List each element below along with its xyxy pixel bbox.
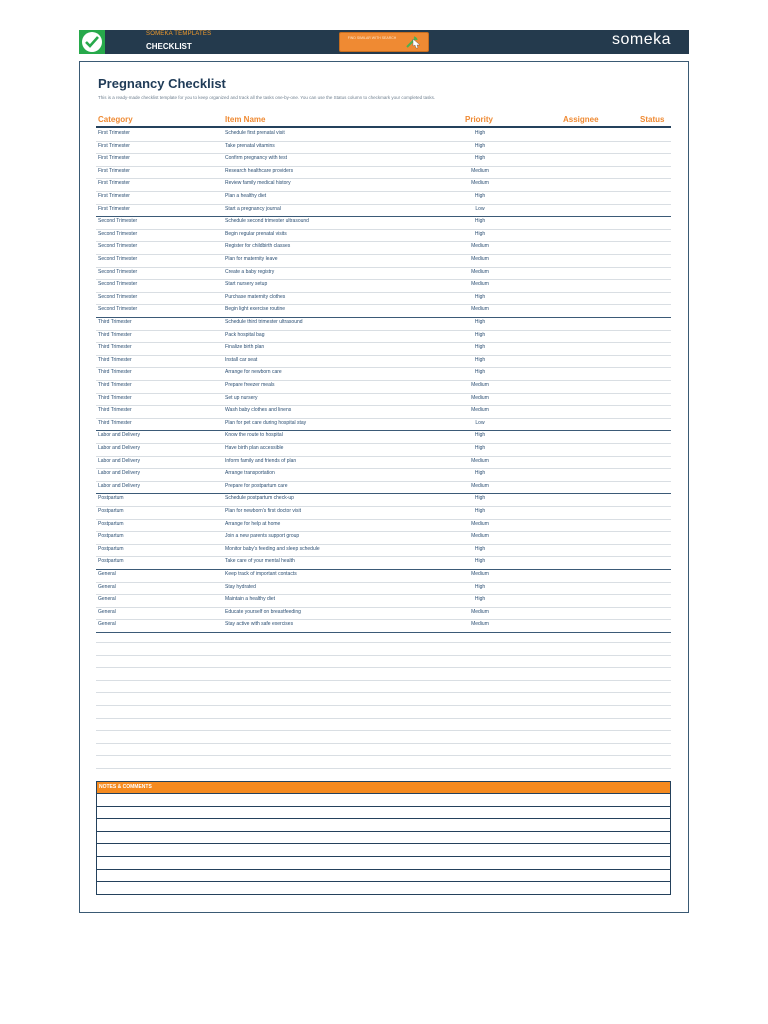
category-cell: General <box>98 596 116 603</box>
category-cell: Postpartum <box>98 508 124 514</box>
item-name-cell: Plan for newborn's first doctor visit <box>225 508 301 514</box>
notes-line[interactable] <box>96 881 671 895</box>
category-cell: Third Trimester <box>98 319 132 325</box>
item-name-cell: Arrange transportation <box>225 470 275 477</box>
table-row[interactable] <box>96 556 671 570</box>
table-row[interactable] <box>96 393 671 407</box>
empty-row[interactable] <box>96 692 671 693</box>
item-name-cell: Arrange for newborn care <box>225 369 282 376</box>
table-row[interactable] <box>96 191 671 205</box>
priority-cell: Medium <box>471 256 489 262</box>
table-row[interactable] <box>96 594 671 608</box>
category-cell: Second Trimester <box>98 306 138 313</box>
category-cell: Postpartum <box>98 520 124 527</box>
item-name-cell: Join a new parents support group <box>225 533 300 540</box>
item-name-cell: Arrange for help at home <box>225 520 281 527</box>
page-title: Pregnancy Checklist <box>98 76 226 91</box>
table-row[interactable] <box>96 267 671 281</box>
table-row[interactable] <box>96 141 671 155</box>
table-row[interactable] <box>96 317 671 331</box>
priority-cell: Medium <box>471 608 489 615</box>
item-name-cell: Begin light exercise routine <box>225 306 286 313</box>
priority-cell: High <box>474 193 486 199</box>
category-cell: First Trimester <box>98 167 130 174</box>
category-cell: General <box>98 583 116 590</box>
notes-line[interactable] <box>96 831 671 845</box>
priority-cell: Medium <box>471 268 489 275</box>
category-cell: Second Trimester <box>98 230 138 237</box>
category-cell: Third Trimester <box>98 331 132 338</box>
priority-cell: Medium <box>471 382 489 388</box>
category-cell: Third Trimester <box>98 419 132 426</box>
category-cell: General <box>98 571 116 577</box>
empty-row[interactable] <box>96 718 671 719</box>
item-name-cell: Have birth plan accessible <box>225 445 284 451</box>
table-row[interactable] <box>96 619 671 633</box>
column-header-category: Category <box>98 115 133 124</box>
priority-cell: Medium <box>471 281 489 288</box>
priority-cell: Medium <box>471 394 489 401</box>
priority-cell: High <box>474 432 486 439</box>
item-name-cell: Monitor baby's feeding and sleep schedule <box>225 545 320 552</box>
empty-row[interactable] <box>96 642 671 643</box>
priority-cell: High <box>474 356 486 363</box>
priority-cell: High <box>474 130 486 136</box>
category-cell: First Trimester <box>98 130 130 136</box>
category-cell: Postpartum <box>98 558 124 565</box>
item-name-cell: Plan a healthy diet <box>225 193 267 199</box>
item-name-cell: Educate yourself on breastfeeding <box>225 608 301 615</box>
item-name-cell: Research healthcare providers <box>225 167 294 174</box>
item-name-cell: Begin regular prenatal visits <box>225 230 287 237</box>
item-name-cell: Keep track of important contacts <box>225 571 297 577</box>
priority-cell: High <box>474 545 486 552</box>
priority-cell: Medium <box>471 180 489 187</box>
category-cell: Second Trimester <box>98 218 138 225</box>
table-row[interactable] <box>96 456 671 470</box>
category-cell: Postpartum <box>98 495 124 502</box>
priority-cell: Medium <box>471 520 489 527</box>
table-row[interactable] <box>96 405 671 419</box>
priority-cell: High <box>474 293 486 300</box>
column-header-assignee: Assignee <box>563 115 599 124</box>
table-row[interactable] <box>96 178 671 192</box>
category-cell: Postpartum <box>98 545 124 552</box>
priority-cell: Medium <box>471 306 489 313</box>
empty-row[interactable] <box>96 705 671 706</box>
table-row[interactable] <box>96 506 671 520</box>
item-name-cell: Start nursery setup <box>225 281 268 288</box>
priority-cell: High <box>474 230 486 237</box>
template-title: CHECKLIST <box>146 42 192 51</box>
empty-row[interactable] <box>96 743 671 744</box>
someka-logo: someka <box>612 31 672 48</box>
priority-cell: Medium <box>471 407 489 414</box>
table-row[interactable] <box>96 582 671 596</box>
item-name-cell: Set up nursery <box>225 394 258 401</box>
priority-cell: High <box>474 508 486 514</box>
item-name-cell: Wash baby clothes and linens <box>225 407 292 414</box>
item-name-cell: Purchase maternity clothes <box>225 293 286 300</box>
category-cell: Second Trimester <box>98 268 138 275</box>
item-name-cell: Schedule postpartum check-up <box>225 495 294 502</box>
table-row[interactable] <box>96 531 671 545</box>
category-cell: Second Trimester <box>98 243 138 250</box>
priority-cell: Medium <box>471 482 489 489</box>
item-name-cell: Confirm pregnancy with test <box>225 155 287 162</box>
category-cell: Second Trimester <box>98 256 138 262</box>
table-row[interactable] <box>96 330 671 344</box>
priority-cell: High <box>474 596 486 603</box>
table-row[interactable] <box>96 418 671 432</box>
priority-cell: Low <box>475 205 485 212</box>
priority-cell: High <box>474 583 486 590</box>
priority-cell: Low <box>475 419 485 426</box>
empty-row[interactable] <box>96 755 671 756</box>
table-row[interactable] <box>96 544 671 558</box>
category-cell: Third Trimester <box>98 356 132 363</box>
item-name-cell: Take care of your mental health <box>225 558 295 565</box>
priority-cell: High <box>474 344 486 351</box>
category-cell: General <box>98 621 116 628</box>
empty-row[interactable] <box>96 667 671 668</box>
priority-cell: Medium <box>471 167 489 174</box>
column-header-status: Status <box>640 115 665 124</box>
cursor-icon <box>404 35 424 49</box>
priority-cell: High <box>474 218 486 225</box>
table-row[interactable] <box>96 468 671 482</box>
page-subtitle: This is a ready-made checklist template for you to keep organized and track all the tasks one-by-one. You can use the Status column to checkmark your completed tasks. <box>98 95 436 100</box>
priority-cell: Medium <box>471 457 489 464</box>
table-row[interactable] <box>96 569 671 583</box>
table-row[interactable] <box>96 304 671 318</box>
item-name-cell: Know the route to hospital <box>225 432 283 439</box>
priority-cell: High <box>474 331 486 338</box>
category-cell: Third Trimester <box>98 369 132 376</box>
priority-cell: Medium <box>471 571 489 577</box>
table-row[interactable] <box>96 367 671 381</box>
item-name-cell: Start a pregnancy journal <box>225 205 281 212</box>
notes-line[interactable] <box>96 843 671 857</box>
table-row[interactable] <box>96 153 671 167</box>
category-cell: General <box>98 608 116 615</box>
table-row[interactable] <box>96 342 671 356</box>
priority-cell: High <box>474 142 486 149</box>
item-name-cell: Register for childbirth classes <box>225 243 291 250</box>
category-cell: First Trimester <box>98 180 130 187</box>
notes-header-label: NOTES & COMMENTS <box>99 784 152 790</box>
item-name-cell: Stay hydrated <box>225 583 256 590</box>
category-cell: Labor and Delivery <box>98 445 140 451</box>
item-name-cell: Review family medical history <box>225 180 291 187</box>
table-row[interactable] <box>96 204 671 218</box>
column-header-priority: Priority <box>465 115 494 124</box>
item-name-cell: Schedule third trimester ultrasound <box>225 319 303 325</box>
find-similar-label: FIND SIMILAR WITH SEARCH <box>347 36 397 40</box>
column-header-item-name: Item Name <box>225 115 266 124</box>
table-row[interactable] <box>96 607 671 621</box>
item-name-cell: Take prenatal vitamins <box>225 142 275 149</box>
notes-line[interactable] <box>96 856 671 870</box>
category-cell: First Trimester <box>98 205 130 212</box>
notes-line[interactable] <box>96 869 671 883</box>
priority-cell: Medium <box>471 621 489 628</box>
notes-line[interactable] <box>96 818 671 832</box>
priority-cell: High <box>474 495 486 502</box>
brand-label: SOMEKA TEMPLATES <box>146 31 212 37</box>
item-name-cell: Pack hospital bag <box>225 331 265 338</box>
item-name-cell: Plan for pet care during hospital stay <box>225 419 307 426</box>
item-name-cell: Install car seat <box>225 356 258 363</box>
category-cell: First Trimester <box>98 193 130 199</box>
category-cell: First Trimester <box>98 155 130 162</box>
priority-cell: High <box>474 155 486 162</box>
table-row[interactable] <box>96 481 671 495</box>
item-name-cell: Finalize birth plan <box>225 344 265 351</box>
table-row[interactable] <box>96 241 671 255</box>
category-cell: Postpartum <box>98 533 124 540</box>
category-cell: Labor and Delivery <box>98 470 140 477</box>
priority-cell: Medium <box>471 533 489 540</box>
table-row[interactable] <box>96 229 671 243</box>
priority-cell: High <box>474 445 486 451</box>
checklist-logo <box>79 30 105 54</box>
table-row[interactable] <box>96 380 671 394</box>
item-name-cell: Schedule first prenatal visit <box>225 130 285 136</box>
category-cell: Second Trimester <box>98 281 138 288</box>
notes-line[interactable] <box>96 793 671 807</box>
item-name-cell: Schedule second trimester ultrasound <box>225 218 309 225</box>
empty-row[interactable] <box>96 655 671 656</box>
category-cell: First Trimester <box>98 142 130 149</box>
table-row[interactable] <box>96 279 671 293</box>
item-name-cell: Maintain a healthy diet <box>225 596 276 603</box>
priority-cell: High <box>474 369 486 376</box>
table-row[interactable] <box>96 166 671 180</box>
checkmark-icon <box>82 32 102 52</box>
category-cell: Labor and Delivery <box>98 482 140 489</box>
item-name-cell: Stay active with safe exercises <box>225 621 294 628</box>
category-cell: Third Trimester <box>98 407 132 414</box>
item-name-cell: Inform family and friends of plan <box>225 457 297 464</box>
category-cell: Labor and Delivery <box>98 432 140 439</box>
table-row[interactable] <box>96 128 671 142</box>
empty-row[interactable] <box>96 730 671 731</box>
table-row[interactable] <box>96 254 671 268</box>
empty-row[interactable] <box>96 680 671 681</box>
table-row[interactable] <box>96 292 671 306</box>
item-name-cell: Plan for maternity leave <box>225 256 278 262</box>
item-name-cell: Create a baby registry <box>225 268 275 275</box>
priority-cell: Medium <box>471 243 489 250</box>
table-row[interactable] <box>96 216 671 230</box>
table-row[interactable] <box>96 355 671 369</box>
priority-cell: High <box>474 319 486 325</box>
category-cell: Second Trimester <box>98 293 138 300</box>
priority-cell: High <box>474 558 486 565</box>
notes-line[interactable] <box>96 806 671 820</box>
category-cell: Third Trimester <box>98 394 132 401</box>
category-cell: Third Trimester <box>98 382 132 388</box>
category-cell: Third Trimester <box>98 344 132 351</box>
find-similar-button[interactable] <box>339 32 429 52</box>
table-row[interactable] <box>96 430 671 444</box>
category-cell: Labor and Delivery <box>98 457 140 464</box>
item-name-cell: Prepare for postpartum care <box>225 482 288 489</box>
item-name-cell: Prepare freezer meals <box>225 382 275 388</box>
table-row[interactable] <box>96 493 671 507</box>
priority-cell: High <box>474 470 486 477</box>
table-row[interactable] <box>96 519 671 533</box>
empty-row[interactable] <box>96 768 671 769</box>
table-row[interactable] <box>96 443 671 457</box>
